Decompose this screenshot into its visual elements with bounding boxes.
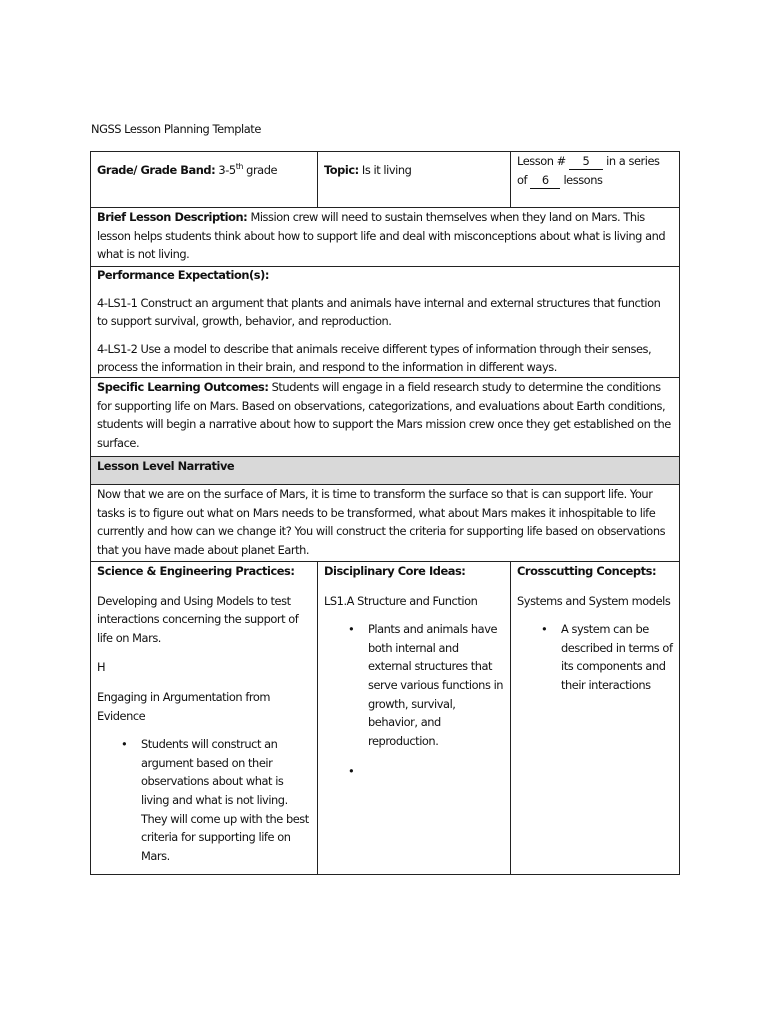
ccc-label: Crosscutting Concepts: xyxy=(517,563,657,578)
sep-label: Science & Engineering Practices: xyxy=(97,563,295,578)
practices-row xyxy=(91,561,680,874)
dci-bullet-empty xyxy=(368,762,504,780)
grade-label: Grade/ Grade Band: xyxy=(97,163,216,177)
lesson-suffix: lessons xyxy=(563,172,603,187)
sep-bullet: • Students will construct an argument based on their observations about what is living and what is not living. They will come up with the best criteria for supporting life on Mars. xyxy=(141,735,311,865)
learning-outcomes-label: Specific Learning Outcomes: xyxy=(97,379,269,394)
performance-expectation-label: Performance Expectation(s): xyxy=(97,268,269,282)
ccc-bullet-list xyxy=(517,620,673,694)
narrative-heading: Lesson Level Narrative xyxy=(91,456,680,484)
grade-value: 3-5 xyxy=(218,163,236,177)
dci-bullet-list xyxy=(324,620,504,780)
learning-outcomes-row xyxy=(91,377,680,456)
description-label: Brief Lesson Description: xyxy=(97,210,248,224)
performance-expectation-cell xyxy=(91,267,680,378)
topic-cell xyxy=(318,152,511,208)
description-text: Mission crew will need to sustain themselves when they land on Mars. This lesson helps students think about how to support life and deal with misconceptions about what is living and what is not living. xyxy=(97,210,666,262)
narrative-heading-row xyxy=(91,456,680,484)
ccc-paragraph: Systems and System models xyxy=(517,593,671,608)
description-row xyxy=(91,208,680,267)
grade-cell xyxy=(91,152,318,208)
lesson-of-text: of xyxy=(517,172,528,187)
learning-outcomes-text: Students will engage in a field research study to determine the conditions for supporting life on Mars. Based on observations, categorizations, and evaluations about Earth conditions, students will begin a narrative about how to support the Mars mission crew once they get established on the surface. xyxy=(97,379,671,450)
ccc-bullet: • A system can be described in terms of its components and their interactions xyxy=(561,620,673,694)
grade-suffix: grade xyxy=(246,163,278,177)
dci-paragraph: LS1.A Structure and Function xyxy=(324,593,478,608)
performance-expectation-item: 4-LS1-2 Use a model to describe that animals receive different types of information through their senses, process the information in their brain, and respond to the information in different ways. xyxy=(97,341,652,375)
disciplinary-core-ideas-cell xyxy=(318,561,511,874)
learning-outcomes-cell xyxy=(91,377,680,456)
grade-superscript: th xyxy=(235,162,243,172)
description-cell xyxy=(91,208,680,267)
science-engineering-practices-cell xyxy=(91,561,318,874)
sep-paragraph: Developing and Using Models to test interactions concerning the support of life on Mars. xyxy=(97,593,299,645)
performance-expectation-row xyxy=(91,267,680,378)
sep-paragraph: H xyxy=(97,660,106,675)
topic-label: Topic: xyxy=(324,163,359,177)
header-row xyxy=(91,152,680,208)
crosscutting-concepts-cell xyxy=(511,561,680,874)
lesson-number-cell xyxy=(511,152,680,208)
narrative-text: Now that we are on the surface of Mars, it is time to transform the surface so that is can support life. Your tasks is to figure out what on Mars needs to be transformed, what about Mars makes it inhospitable to life currently and how can we change it? You will construct the criteria for supporting life based on observations that you have made about planet Earth. xyxy=(91,484,680,561)
dci-label: Disciplinary Core Ideas: xyxy=(324,563,466,578)
sep-bullet-list xyxy=(97,735,311,865)
narrative-row xyxy=(91,484,680,561)
lesson-plan-table xyxy=(90,151,680,875)
lesson-total: 6 xyxy=(530,172,560,189)
dci-bullet: • Plants and animals have both internal and external structures that serve various functions in growth, survival, behavior, and reproduction. xyxy=(368,620,504,750)
document-title: NGSS Lesson Planning Template xyxy=(91,122,261,136)
topic-value: Is it living xyxy=(361,163,412,177)
sep-paragraph: Engaging in Argumentation from Evidence xyxy=(97,689,271,723)
lesson-number: 5 xyxy=(569,153,603,170)
performance-expectation-item: 4-LS1-1 Construct an argument that plants and animals have internal and external structures that function to support survival, growth, behavior, and reproduction. xyxy=(97,295,661,329)
lesson-series-text: in a series xyxy=(606,154,660,168)
lesson-prefix: Lesson # xyxy=(517,154,566,168)
